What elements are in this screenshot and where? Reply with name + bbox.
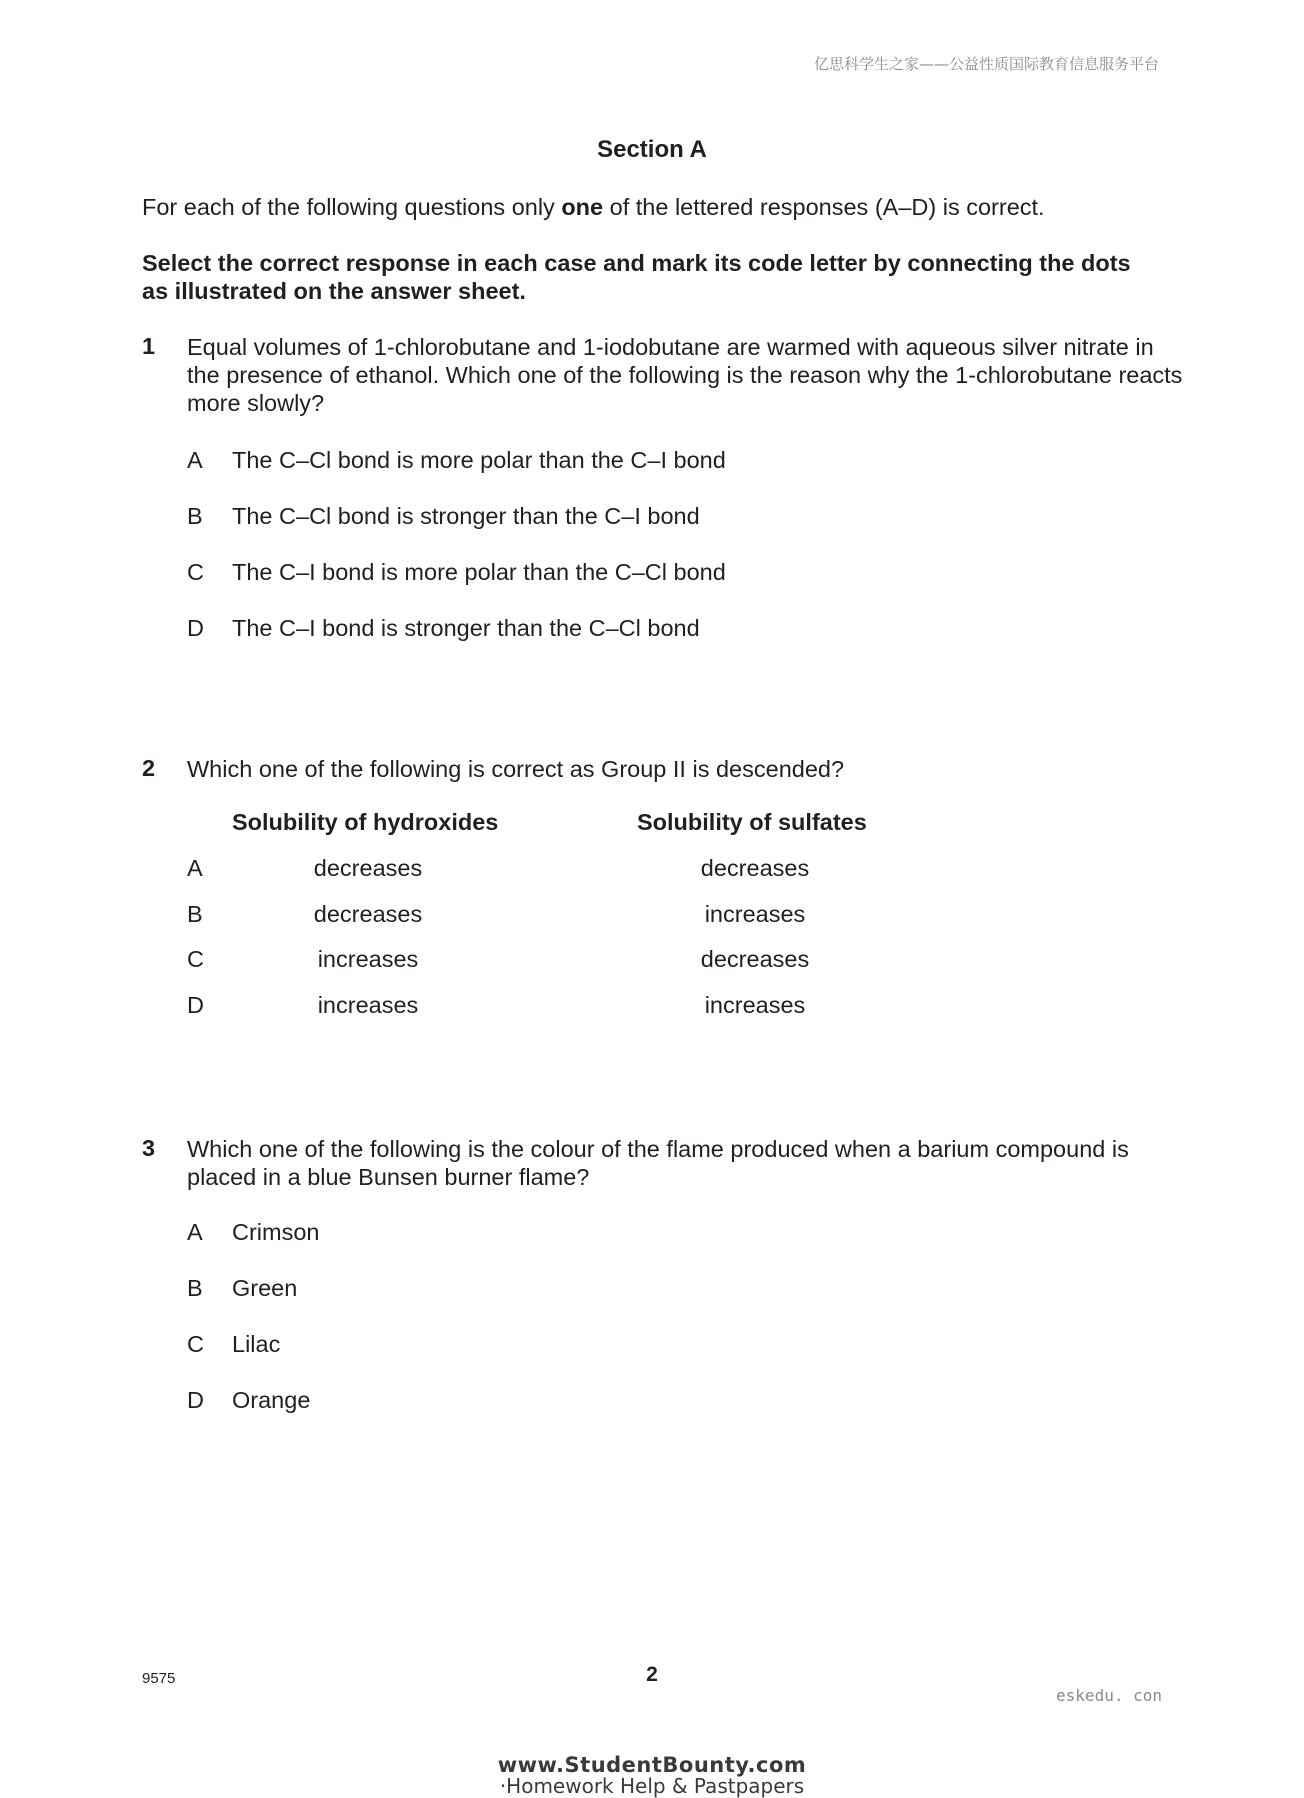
question-3-option-a-text: Crimson: [232, 1219, 320, 1245]
question-1-option-b-letter: B: [187, 503, 203, 529]
table-row-c-letter: C: [187, 946, 204, 972]
table-row-a-hydroxides: decreases: [313, 855, 423, 881]
question-1-option-d-letter: D: [187, 615, 204, 641]
intro-text: [142, 193, 1045, 221]
header-watermark: 亿思科学生之家——公益性质国际教育信息服务平台: [813, 55, 1159, 73]
table-header-hydroxides: Solubility of hydroxides: [232, 809, 499, 835]
question-1-text: Equal volumes of 1-chlorobutane and 1-iodobutane are warmed with aqueous silver nitrate in the presence of ethanol. Which one of the following is the reason why the 1-chlorobutane reacts more slowly?: [187, 334, 1183, 416]
question-3-option-d-letter: D: [187, 1387, 204, 1413]
studentbounty-logo: [0, 1754, 1304, 1796]
question-1-option-a-text: The C–Cl bond is more polar than the C–I bond: [232, 447, 726, 473]
question-3-option-a-letter: A: [187, 1219, 203, 1245]
instructions: Select the correct response in each case and mark its code letter by connecting the dots as illustrated on the answer sheet.: [142, 250, 1131, 304]
footer-site-watermark: eskedu. con: [1056, 1686, 1162, 1705]
question-1-option-d-text: The C–I bond is stronger than the C–Cl bond: [232, 615, 700, 641]
table-row-d-sulfates: increases: [704, 992, 806, 1018]
footer-syllabus-code: 9575: [142, 1670, 176, 1687]
table-row-d-letter: D: [187, 992, 204, 1018]
table-row-b-sulfates: increases: [704, 901, 806, 927]
question-1-option-c-text: The C–I bond is more polar than the C–Cl bond: [232, 559, 726, 585]
question-3-option-b-text: Green: [232, 1275, 298, 1301]
table-row-a-sulfates: decreases: [700, 855, 810, 881]
table-row-a-letter: A: [187, 855, 203, 881]
table-row-b-hydroxides: decreases: [313, 901, 423, 927]
question-1-option-a-letter: A: [187, 447, 203, 473]
table-row-c-hydroxides: increases: [317, 946, 419, 972]
section-title: Section A: [597, 136, 707, 163]
table-row-c-sulfates: decreases: [700, 946, 810, 972]
question-3-option-b-letter: B: [187, 1275, 203, 1301]
question-1-number: 1: [142, 333, 156, 359]
intro-after: of the lettered responses (A–D) is correct.: [603, 194, 1045, 220]
table-row-b-letter: B: [187, 901, 203, 927]
intro-bold: one: [561, 194, 604, 220]
question-3-option-c-letter: C: [187, 1331, 204, 1357]
intro-before: For each of the following questions only: [142, 194, 562, 220]
question-2-number: 2: [142, 755, 156, 781]
question-3-option-d-text: Orange: [232, 1387, 311, 1413]
question-2-text: Which one of the following is correct as Group II is descended?: [187, 756, 845, 782]
studentbounty-tagline: ·Homework Help & Pastpapers: [499, 1774, 805, 1798]
question-3-number: 3: [142, 1135, 156, 1161]
studentbounty-url: www.StudentBounty.com: [497, 1753, 807, 1777]
table-header-sulfates: Solubility of sulfates: [637, 809, 867, 835]
question-1-option-b-text: The C–Cl bond is stronger than the C–I bond: [232, 503, 700, 529]
page-number: 2: [646, 1663, 658, 1686]
question-3-option-c-text: Lilac: [232, 1331, 281, 1357]
question-1-option-c-letter: C: [187, 559, 204, 585]
table-row-d-hydroxides: increases: [317, 992, 419, 1018]
question-3-text: Which one of the following is the colour of the flame produced when a barium compound is placed in a blue Bunsen burner flame?: [187, 1136, 1129, 1190]
